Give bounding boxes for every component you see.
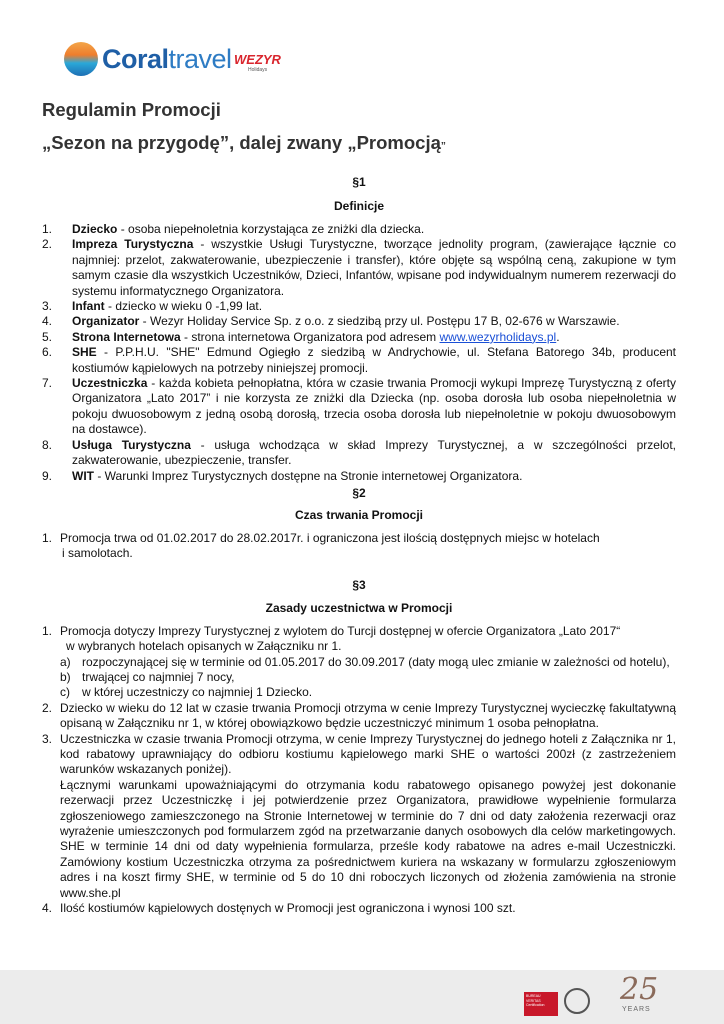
- list-item: 2. Impreza Turystyczna - wszystkie Usługi Turystyczne, tworzące jednolity program, (zawierające łącznie co najmniej: przelot, zakwaterowanie, ubezpieczenie i transfer), które objęte są wspólną ceną, zakupione w tym samym czasie dla wszystkich Uczestników, Dzieci, Infantów, wpisane pod indywidualnym numerem rezerwacji do systemu informatycznego Organizatora.: [42, 237, 676, 298]
- page-subtitle: [42, 131, 676, 159]
- list-item: 6. SHE - P.P.H.U. "SHE" Edmund Ogiegło z siedzibą w Andrychowie, ul. Stefana Batorego 34b, producent kostiumów kąpielowych na potrzeby niniejszej promocji.: [42, 345, 676, 375]
- list-item: 1. Dziecko - osoba niepełnoletnia korzystająca ze zniżki dla dziecka.: [42, 222, 425, 236]
- wezyr-holidays-text: Holidays: [248, 67, 268, 73]
- section-3-number: §3: [352, 577, 366, 592]
- sub-list-item: c) w której uczestniczy co najmniej 1 Dziecko.: [60, 685, 313, 700]
- list-item: 9. WIT - Warunki Imprez Turystycznych dostępne na Stronie internetowej Organizatora.: [42, 468, 523, 483]
- list-item: 1. Promocja trwa od 01.02.2017 do 28.02.2017r. i ograniczona jest ilością dostępnych miejsc w hotelach i samolotach.: [42, 530, 600, 561]
- section-2-heading: Czas trwania Promocji: [294, 507, 424, 522]
- list-item: 5. Strona Internetowa - strona internetowa Organizatora pod adresem www.wezyrholidays.pl.: [42, 329, 560, 344]
- bureau-veritas-logo: BUREAU VERITAS Certification: [524, 992, 558, 1016]
- section-1-number: §1: [352, 175, 366, 189]
- list-item: 1. Promocja dotyczy Imprezy Turystycznej z wylotem do Turcji dostępnej w ofercie Organizatora „Lato 2017“ w wybranych hotelach opisanych w Załączniku nr 1.: [42, 623, 621, 654]
- list-item: 4. Organizator - Wezyr Holiday Service Sp. z o.o. z siedzibą przy ul. Postępu 17 B, 02-676 w Warszawie.: [42, 314, 620, 329]
- sub-list-item: b) trwającej co najmniej 7 nocy,: [60, 669, 235, 684]
- list-item: 3. Uczestniczka w czasie trwania Promocji otrzyma, w cenie Imprezy Turystycznej do jednego hoteli z Załącznika nr 1, kod rabatowy uprawniający do odbioru kostiumu kąpielowego marki SHE o wartości 200zł (z zastrzeżeniem warunków wskazanych poniżej).: [42, 731, 676, 777]
- list-item: 3. Infant - dziecko w wieku 0 -1,99 lat.: [42, 299, 263, 314]
- list-paragraph: Łącznymi warunkami upoważniającymi do otrzymania kodu rabatowego opisanego powyżej jest dokonanie rezerwacji przez Uczestniczkę i jej potwierdzenie przez Organizatora, prawidłowe wypełnienie formularza zgłoszeniowego zamieszczonego na Stronie Internetowej w terminie do 7 dni od daty założenia rezerwacji oraz wyrażenie umieszczonych pod formularzem zgód na przetwarzanie danych osobowych dla celów marketingowych. SHE w terminie 14 dni od daty wypełnienia formularza, prześle kody rabatowe na adres e-mail Uczestniczki. Zamówiony kostium Uczestniczka otrzyma za pośrednictwem kuriera na wskazany w formularzu zgłoszeniowym adres i na koszt firmy SHE, w terminie od 5 do 10 dni roboczych liczonych od złożenia zamówienia na stronie www.she.pl: [60, 777, 676, 900]
- logo-travel-text: travel: [168, 44, 232, 74]
- duration-list: [42, 531, 676, 562]
- section-1-heading: Definicje: [333, 199, 384, 213]
- section-3-heading: Zasady uczestnictwa w Promocji: [265, 600, 453, 615]
- anniversary-number: 25: [620, 972, 659, 1007]
- footer: [0, 970, 724, 1024]
- document-body: [42, 98, 676, 916]
- brand-logo: [102, 44, 232, 75]
- rules-list: [42, 624, 676, 917]
- certification-badge: [524, 984, 594, 1018]
- website-link[interactable]: www.wezyrholidays.pl: [439, 329, 557, 344]
- coral-logo-icon: [64, 42, 98, 76]
- list-item: 4. Ilość kostiumów kąpielowych dostęnych w Promocji jest ograniczona i wynosi 100 szt.: [42, 901, 516, 916]
- subtitle-tail: ”: [440, 141, 446, 152]
- anniversary-years-text: YEARS: [622, 1006, 651, 1013]
- section-2-number: §2: [352, 485, 366, 500]
- page-title: Regulamin Promocji: [42, 99, 221, 120]
- sub-list-item: a) rozpoczynającej się w terminie od 01.05.2017 do 30.09.2017 (daty mogą ulec zmianie w zależności od hotelu),: [60, 654, 670, 669]
- wezyr-logo: WEZYR: [234, 52, 281, 67]
- certification-seal-icon: [564, 988, 590, 1014]
- list-item: 8. Usługa Turystyczna - usługa wchodząca w skład Imprezy Turystycznej, a w szczególności przelot, zakwaterowanie, ubezpieczenie, transfer.: [42, 437, 676, 468]
- list-item: 7. Uczestniczka - każda kobieta pełnopłatna, która w czasie trwania Promocji wykupi Imprezę Turystyczną z oferty Organizatora „Lato 2017” i nie korzysta ze zniżki dla Dziecka (np. osoba dorosła lub osoba niepełnoletnia w pokoju dwuosobowym z jedną osobą dorosłą, trzecia osoba dorosła lub niepełnoletnie w pokoju dwuosobowym na dostawce).: [42, 376, 676, 437]
- logo-coral-text: Coral: [102, 44, 169, 74]
- list-item: 2. Dziecko w wieku do 12 lat w czasie trwania Promocji otrzyma w cenie Imprezy Turystycznej wycieczkę fakultatywną opisaną w Załączniku nr 1, w której obowiązkowo będzie uczestniczyć minimum 1 osoba pełnopłatna.: [42, 700, 676, 731]
- anniversary-logo: [620, 972, 660, 1020]
- subtitle-text: „Sezon na przygodę”, dalej zwany „Promocją: [42, 132, 441, 153]
- header-logo: [64, 40, 384, 80]
- definitions-list: [42, 222, 676, 484]
